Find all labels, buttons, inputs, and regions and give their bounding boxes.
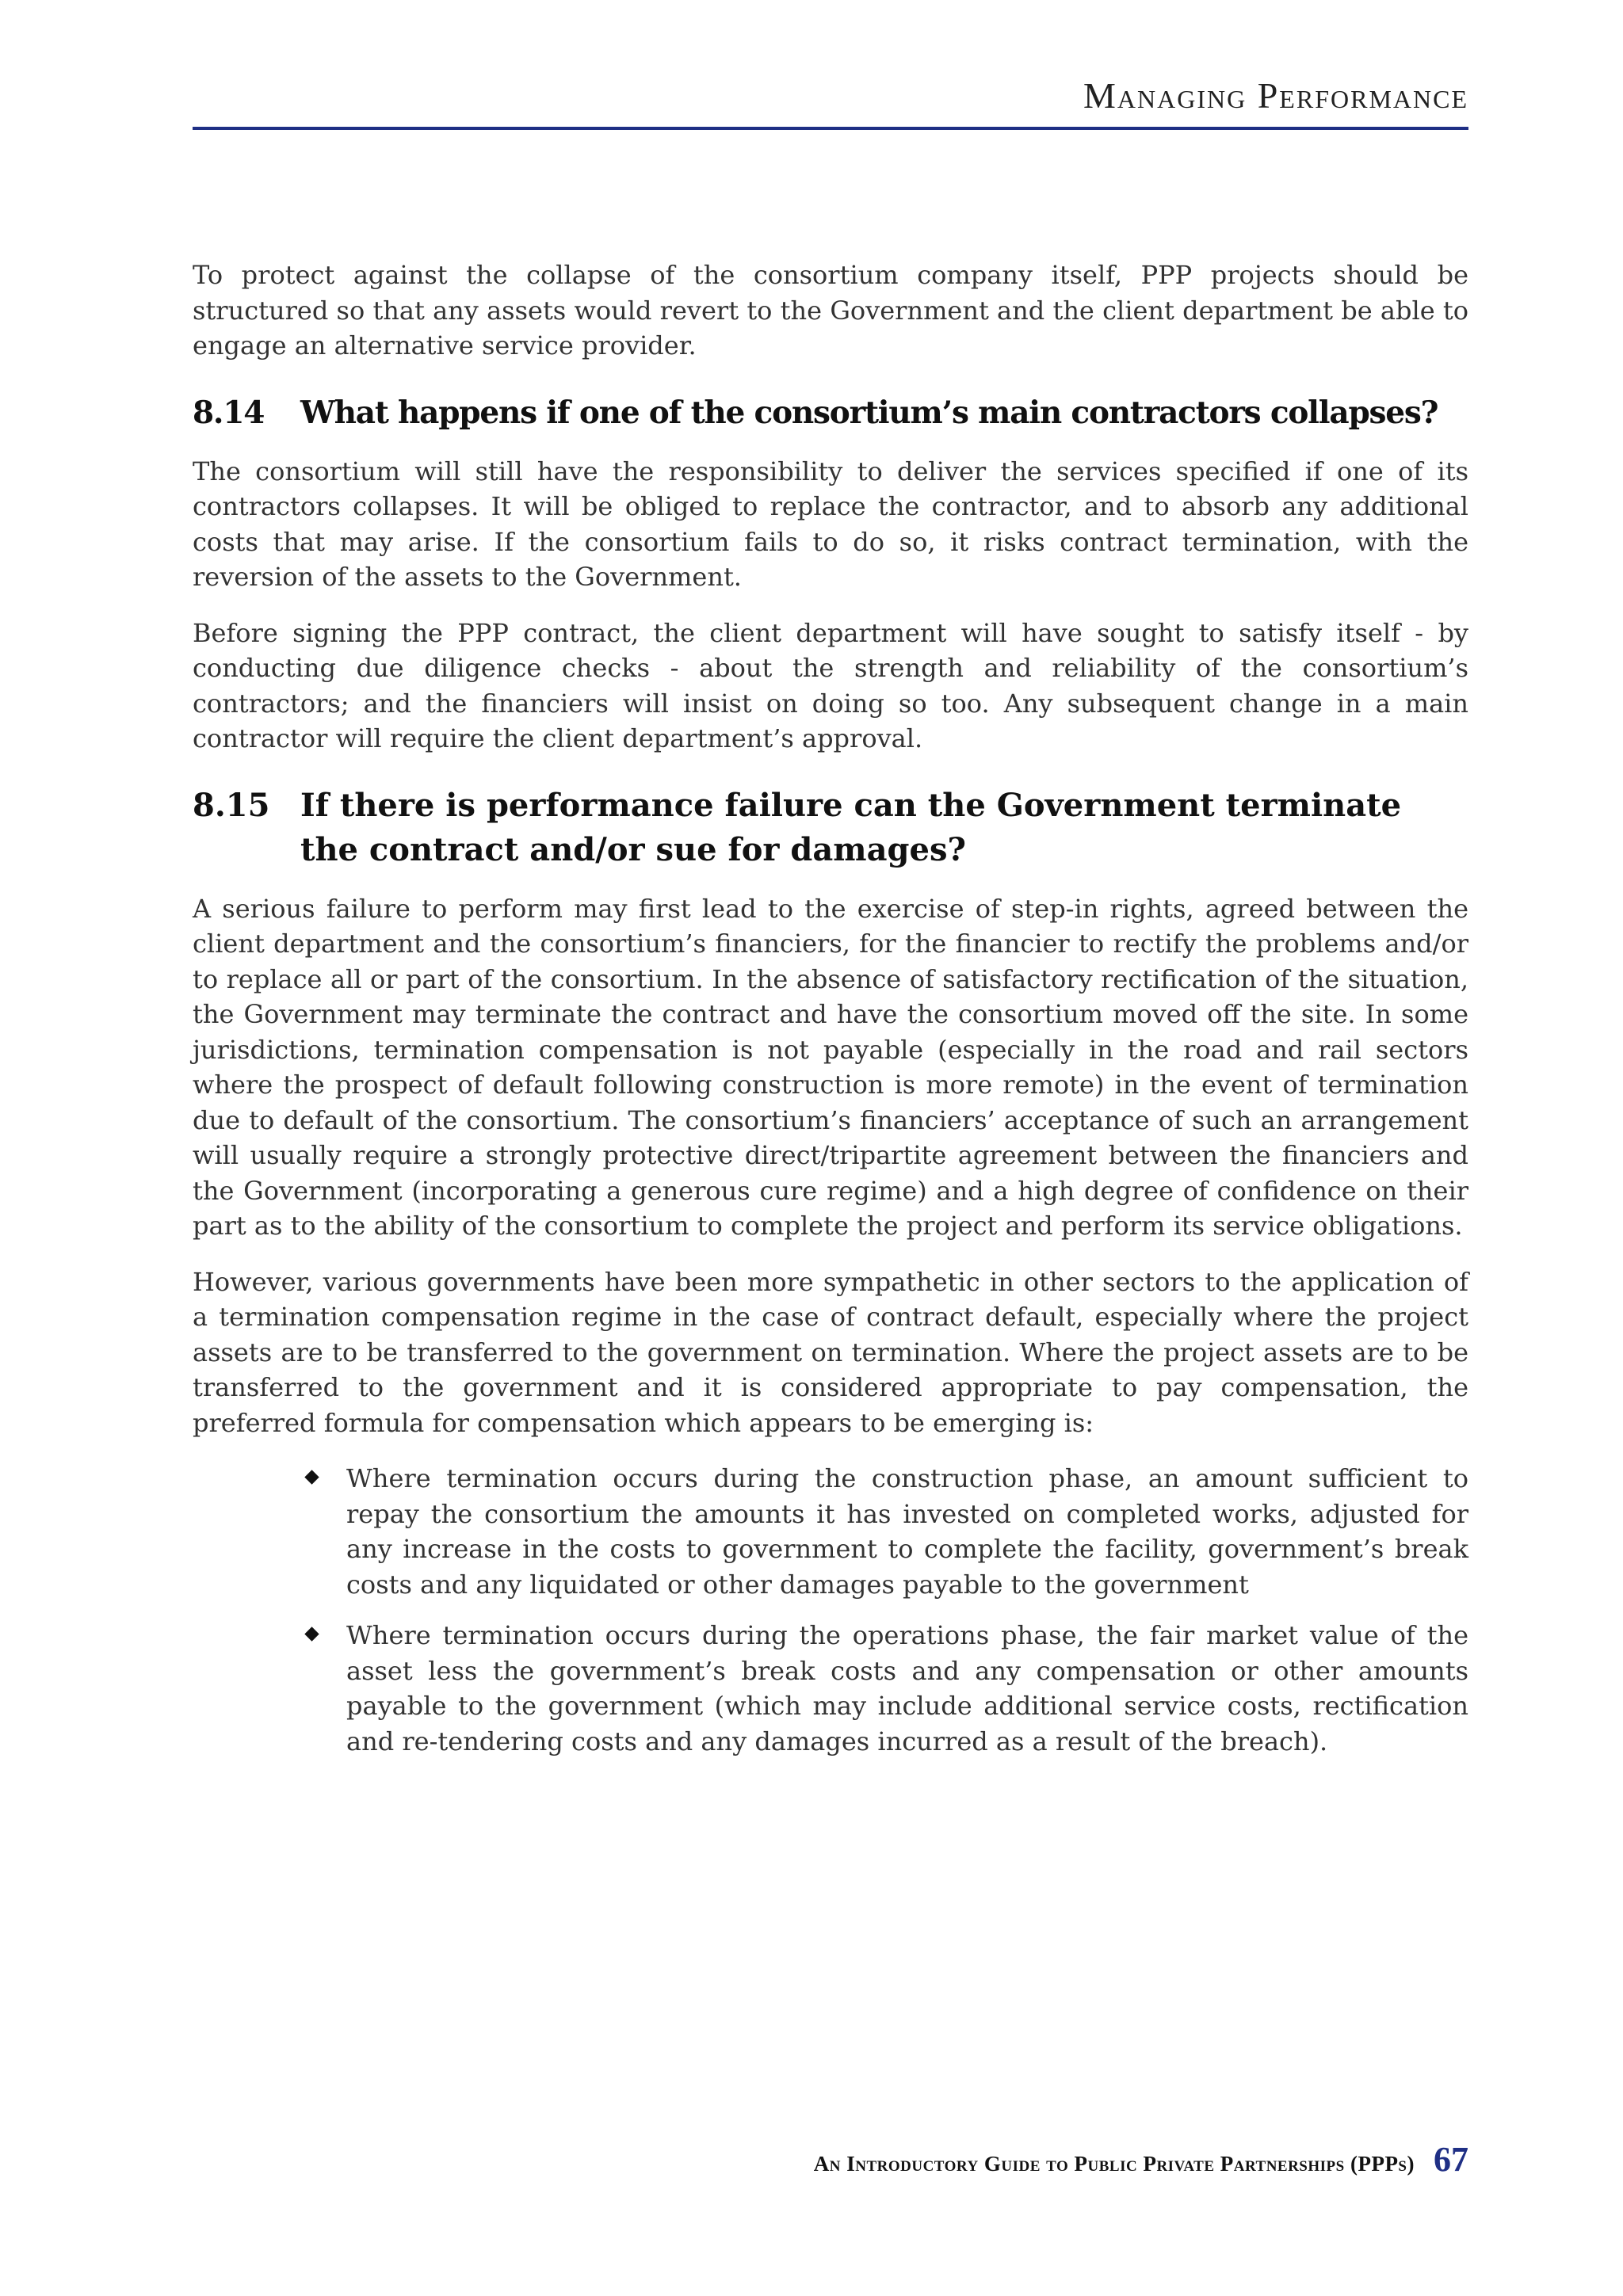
bullet-list [193, 1461, 1468, 1759]
running-header: Managing Performance [1083, 75, 1468, 116]
diamond-bullet-icon [304, 1627, 319, 1641]
section-heading-8-15 [193, 784, 1468, 872]
list-item-text: Where termination occurs during the operations phase, the fair market value of the asset less the government’s break costs and any compensation or other amounts payable to the government (which may include additional service costs, rectification and re-tendering costs and any damages incurred as a result of the breach). [346, 1620, 1468, 1756]
footer-guide-title: An Introductory Guide to Public Private Partnerships (PPPs) [813, 2152, 1415, 2176]
page-number: 67 [1434, 2140, 1468, 2179]
header-rule [193, 127, 1468, 130]
section-number: 8.15 [193, 786, 270, 824]
paragraph: Before signing the PPP contract, the client department will have sought to satisfy itself - by conducting due diligence checks - about the strength and reliability of the consortium’s contractors; and the financiers will insist on doing so too. Any subsequent change in a main contractor will require the client department’s approval. [193, 617, 1468, 753]
section-heading-8-14 [193, 391, 1468, 435]
list-item-text: Where termination occurs during the construction phase, an amount sufficient to repay the consortium the amounts it has invested on completed works, adjusted for any increase in the costs to government to complete the facility, government’s break costs and any liquidated or other damages payable to the government [346, 1463, 1468, 1600]
intro-paragraph: To protect against the collapse of the consortium company itself, PPP projects should be structured so that any assets would revert to the Government and the client department be able to engage an alternative service provider. [193, 260, 1468, 360]
paragraph: A serious failure to perform may first lead to the exercise of step-in rights, agreed between the client department and the consortium’s financiers, for the financier to rectify the problems and/or to replace all or part of the consortium. In the absence of satisfactory rectification of the situation, the Government may terminate the contract and have the consortium moved off the site. In some jurisdictions, termination compensation is not payable (especially in the road and rail sectors where the prospect of default following construction is more remote) in the event of termination due to default of the consortium. The consortium’s financiers’ acceptance of such an arrangement will usually require a strongly protective direct/tripartite agreement between the financiers and the Government (incorporating a generous cure regime) and a high degree of confidence on their part as to the ability of the consortium to complete the project and perform its service obligations. [193, 893, 1468, 1241]
page-content [193, 257, 1468, 1775]
section-number: 8.14 [193, 394, 265, 431]
diamond-bullet-icon [304, 1470, 319, 1484]
section-title: What happens if one of the consortium’s main contractors collapses? [300, 394, 1438, 431]
document-page [193, 0, 1468, 2296]
paragraph: The consortium will still have the responsibility to deliver the services specified if one of its contractors collapses. It will be obliged to replace the contractor, and to absorb any additional costs that may arise. If the consortium fails to do so, it risks contract termination, with the reversion of the assets to the Government. [193, 456, 1468, 592]
page-footer [814, 2139, 1468, 2180]
list-item [346, 1618, 1468, 1759]
section-title: If there is performance failure can the Government terminate the contract and/or sue for damages? [300, 786, 1402, 868]
paragraph: However, various governments have been more sympathetic in other sectors to the application of a termination compensation regime in the case of contract default, especially where the project assets are to be transferred to the government on termination. Where the project assets are to be transferred to the government and it is considered appropriate to pay compensation, the preferred formula for compensation which appears to be emerging is: [193, 1266, 1468, 1438]
list-item [346, 1461, 1468, 1602]
